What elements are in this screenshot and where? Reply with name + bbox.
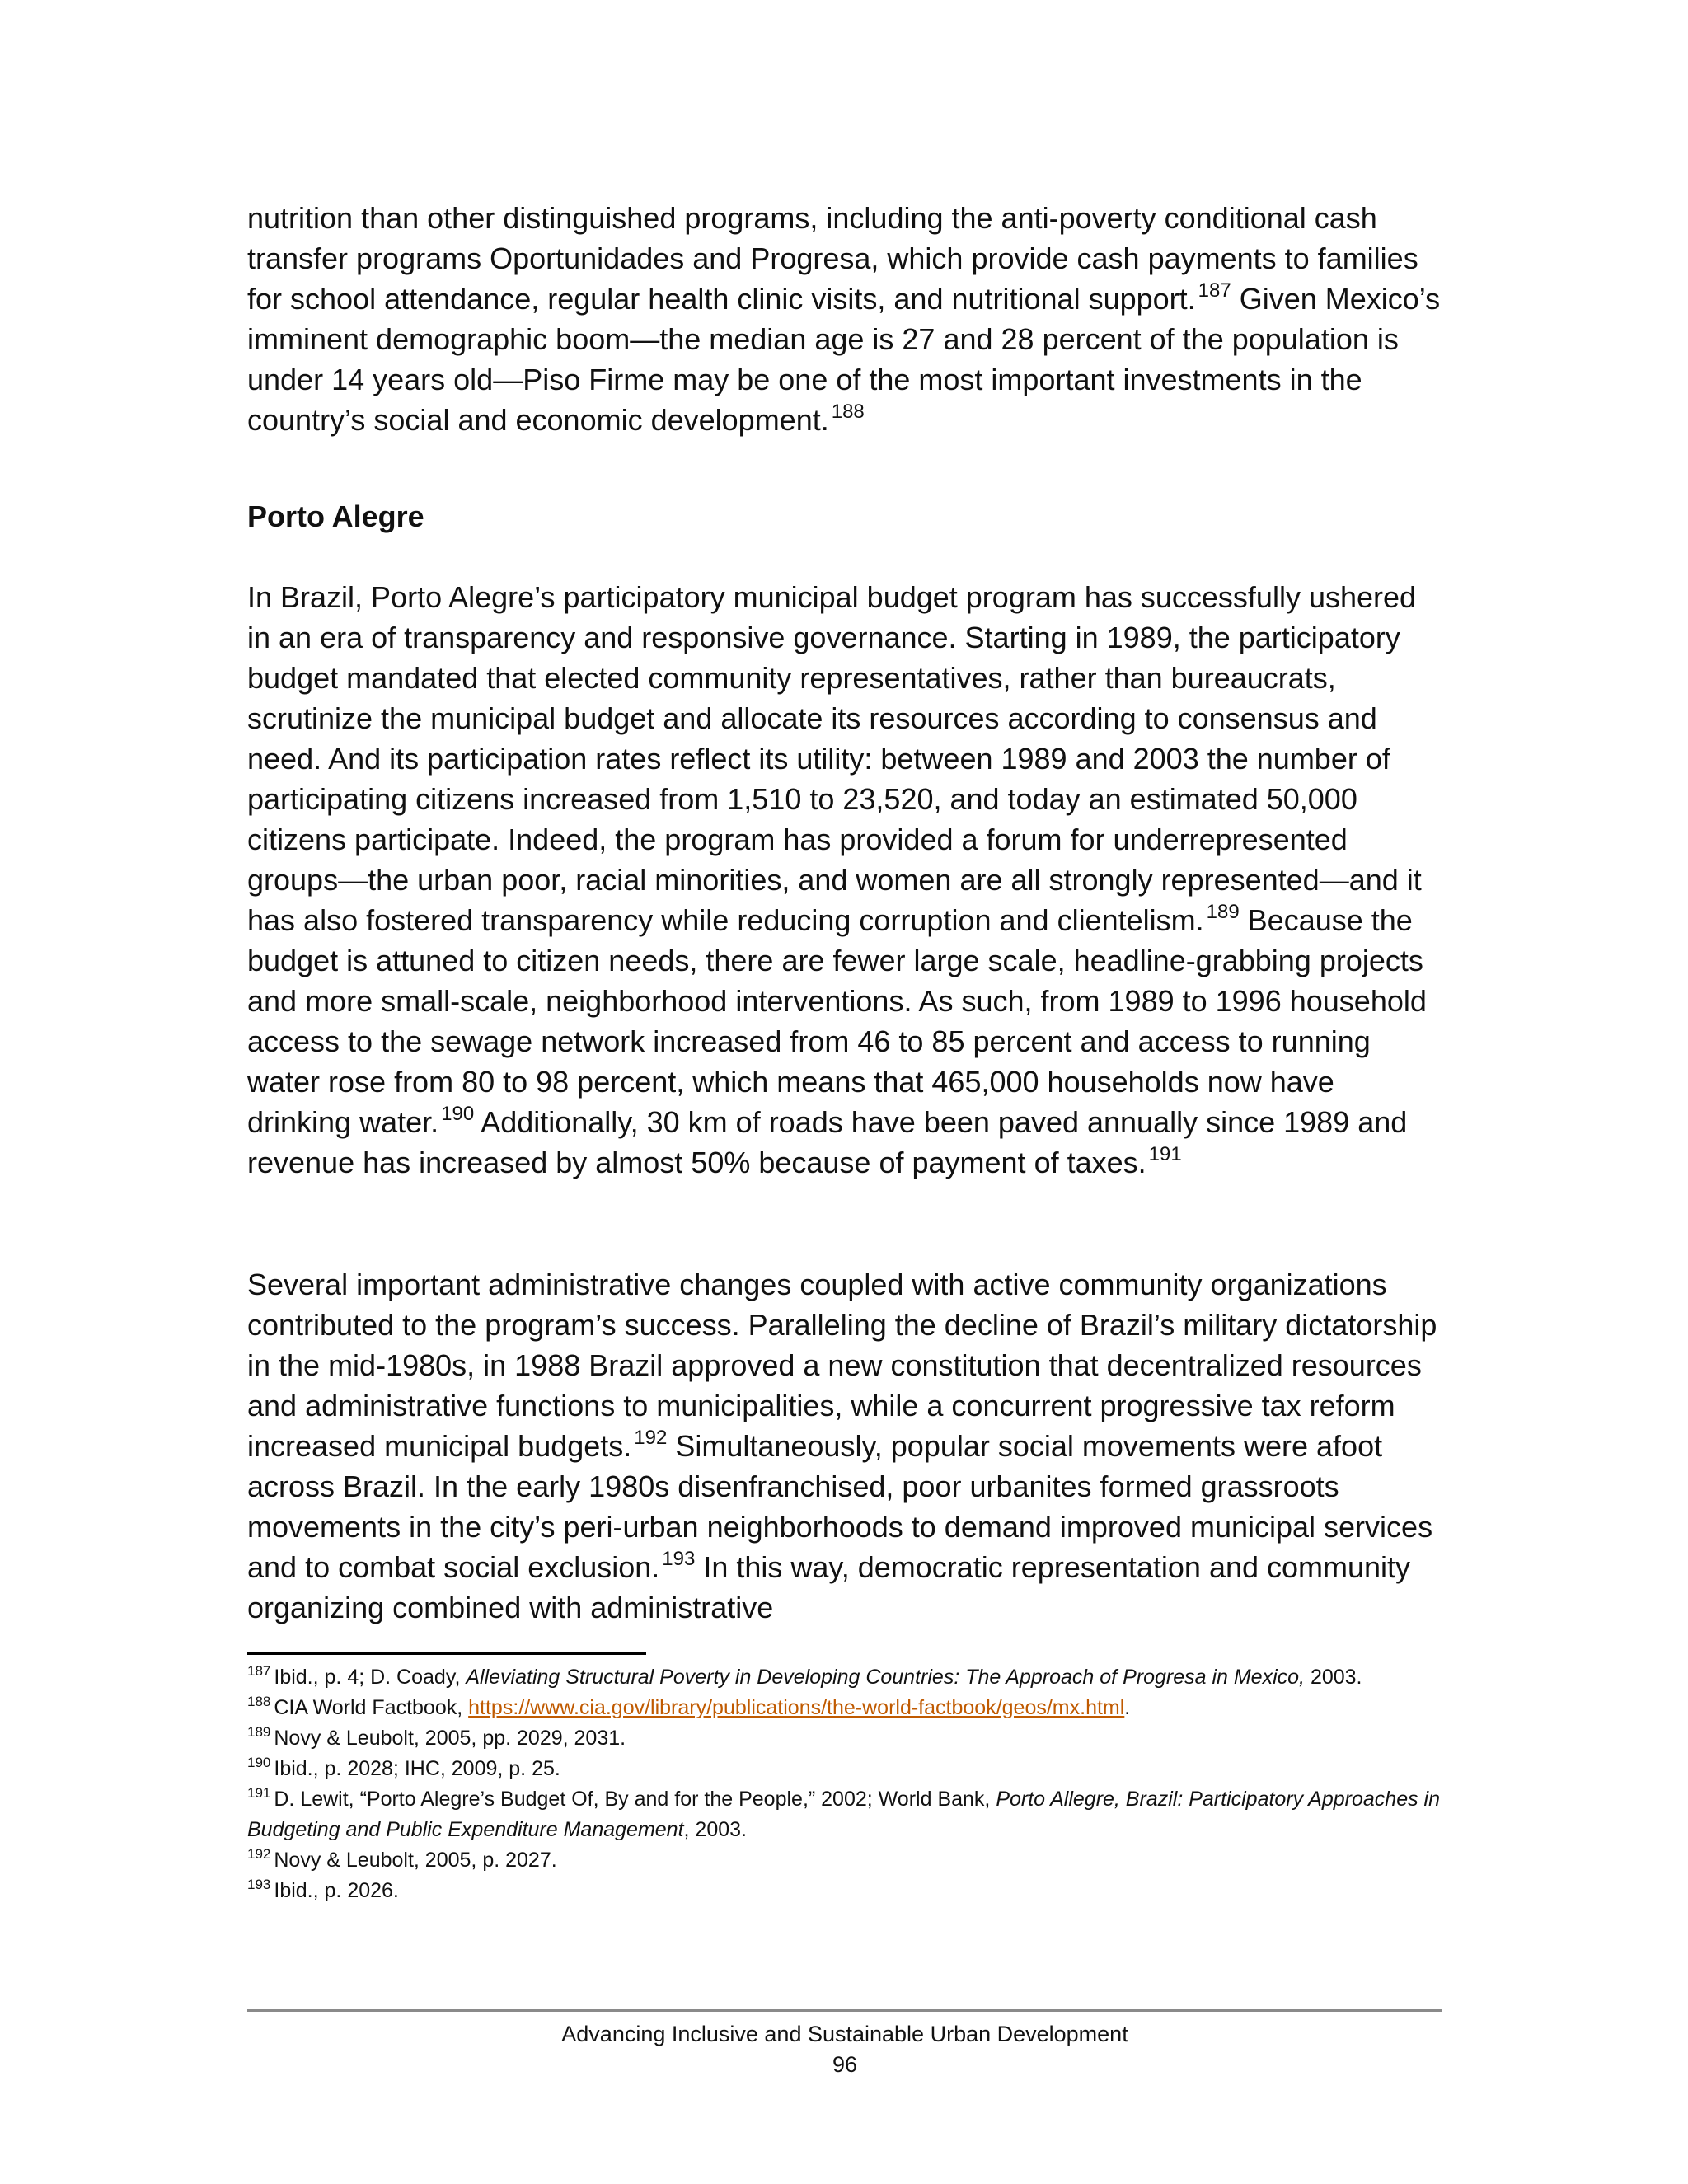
footer-separator bbox=[247, 2009, 1442, 2012]
paragraph-text: In Brazil, Porto Alegre’s participatory municipal budget program has successfully ushered in an era of transparency and responsive governance. Starting in 1989, the participatory budget mandated that elected community representatives, rather than bureaucrats, scrutinize the municipal budget and allocate its resources according to consensus and need. And its participation rates reflect its utility: between 1989 and 2003 the number of participating citizens increased from 1,510 to 23,520, and today an estimated 50,000 citizens participate. Indeed, the program has provided a forum for underrepresented groups—the urban poor, racial minorities, and women are all strongly represented—and it has also fostered transparency while reducing corruption and clientelism. bbox=[247, 580, 1422, 937]
footnote-187 bbox=[247, 1662, 1442, 1693]
footnote-text-tail: , 2003. bbox=[683, 1818, 747, 1841]
footnote-text: Novy & Leubolt, 2005, pp. 2029, 2031. bbox=[274, 1727, 626, 1750]
footnote-text: D. Lewit, “Porto Alegre’s Budget Of, By and for the People,” 2002; World Bank, bbox=[274, 1788, 996, 1811]
footnotes-list bbox=[247, 1662, 1442, 1906]
paragraph-text: Additionally, 30 km of roads have been paved annually since 1989 and revenue has increased by almost 50% because of payment of taxes. bbox=[247, 1105, 1408, 1179]
footnote-number: 191 bbox=[247, 1785, 271, 1801]
footnote-text-tail: . bbox=[1124, 1696, 1131, 1719]
footnote-number: 189 bbox=[247, 1724, 271, 1740]
footnote-title-italic: Alleviating Structural Poverty in Developing Countries: The Approach of Progresa in Mexico, bbox=[466, 1666, 1305, 1689]
cia-factbook-link[interactable]: https://www.cia.gov/library/publications/the-world-factbook/geos/mx.html bbox=[468, 1696, 1125, 1719]
footnote-193 bbox=[247, 1876, 1442, 1906]
footnote-number: 190 bbox=[247, 1755, 271, 1770]
footnote-text: CIA World Factbook, bbox=[274, 1696, 469, 1719]
footnote-ref-189[interactable]: 189 bbox=[1206, 901, 1240, 923]
footnote-text: Ibid., p. 4; D. Coady, bbox=[274, 1666, 467, 1689]
footnote-ref-191[interactable]: 191 bbox=[1148, 1143, 1182, 1165]
footnote-192 bbox=[247, 1845, 1442, 1876]
footnote-ref-193[interactable]: 193 bbox=[662, 1548, 696, 1570]
footnote-191 bbox=[247, 1784, 1442, 1845]
footer-title: Advancing Inclusive and Sustainable Urban Development bbox=[561, 2022, 1128, 2046]
paragraph-administrative-changes bbox=[247, 1264, 1442, 1628]
section-heading: Porto Alegre bbox=[247, 499, 424, 533]
footnote-ref-192[interactable]: 192 bbox=[634, 1427, 668, 1449]
footnote-190 bbox=[247, 1754, 1442, 1784]
footnote-number: 192 bbox=[247, 1846, 271, 1862]
footnote-text: Ibid., p. 2026. bbox=[274, 1879, 399, 1902]
paragraph-porto-alegre-budget bbox=[247, 577, 1442, 1183]
paragraph-text: Several important administrative changes coupled with active community organizations contributed to the program’s success. Paralleling the decline of Brazil’s military dictatorship in the mid-1980s, in 1988 Brazil approved a new constitution that decentralized resources and administrative functions to municipalities, while a concurrent progressive tax reform increased municipal budgets. bbox=[247, 1268, 1437, 1463]
footnote-text: Ibid., p. 2028; IHC, 2009, p. 25. bbox=[274, 1757, 560, 1780]
paragraph-text: Given Mexico’s imminent demographic boom—the median age is 27 and 28 percent of the population is under 14 years old—Piso Firme may be one of the most important investments in the country’s social and economic development. bbox=[247, 282, 1441, 437]
footnote-188 bbox=[247, 1693, 1442, 1723]
paragraph-text: nutrition than other distinguished programs, including the anti-poverty conditional cash transfer programs Oportunidades and Progresa, which provide cash payments to families for school attendance, regular health clinic visits, and nutritional support. bbox=[247, 201, 1418, 316]
footnote-number: 188 bbox=[247, 1694, 271, 1709]
footnote-ref-190[interactable]: 190 bbox=[441, 1103, 475, 1125]
footnote-text: Novy & Leubolt, 2005, p. 2027. bbox=[274, 1849, 557, 1872]
footnote-text-tail: 2003. bbox=[1305, 1666, 1362, 1689]
footnote-189 bbox=[247, 1723, 1442, 1754]
paragraph-text: In this way, democratic representation and community organizing combined with administrative bbox=[247, 1550, 1411, 1624]
footnote-title-italic: Porto Allegre, Brazil: Participatory Approaches in Budgeting and Public Expenditure Management bbox=[247, 1788, 1440, 1841]
footnote-separator bbox=[247, 1652, 646, 1655]
footnote-ref-188[interactable]: 188 bbox=[831, 401, 865, 423]
footnote-number: 187 bbox=[247, 1663, 271, 1679]
paragraph-piso-firme-conclusion bbox=[247, 198, 1442, 440]
footnote-number: 193 bbox=[247, 1877, 271, 1892]
page-number: 96 bbox=[832, 2052, 858, 2077]
footnote-ref-187[interactable]: 187 bbox=[1198, 279, 1231, 302]
paragraph-text: Because the budget is attuned to citizen needs, there are fewer large scale, headline-grabbing projects and more small-scale, neighborhood interventions. As such, from 1989 to 1996 household access to the sewage network increased from 46 to 85 percent and access to running water rose from 80 to 98 percent, which means that 465,000 households now have drinking water. bbox=[247, 903, 1427, 1139]
paragraph-text: Simultaneously, popular social movements were afoot across Brazil. In the early 1980s disenfranchised, poor urbanites formed grassroots movements in the city’s peri-urban neighborhoods to demand improved municipal services and to combat social exclusion. bbox=[247, 1429, 1433, 1584]
